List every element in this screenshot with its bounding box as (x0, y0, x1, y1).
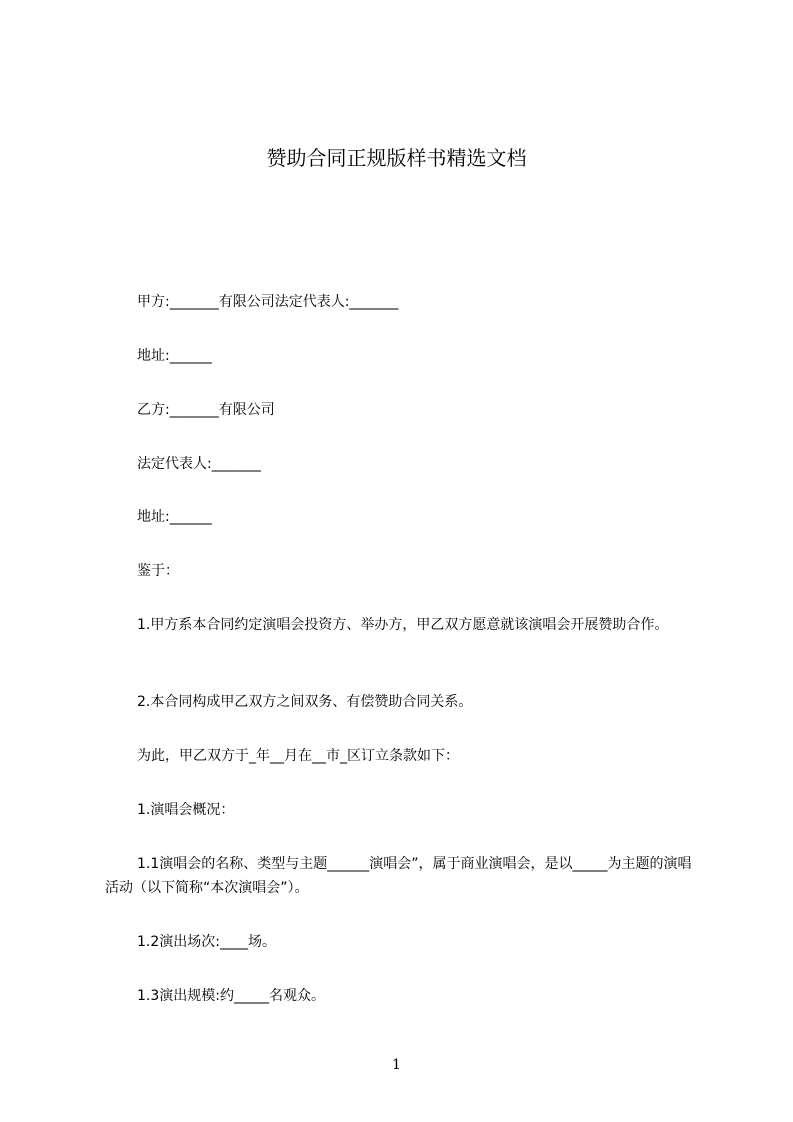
agreement-intro: 为此，甲乙双方于_年__月在__市_区订立条款如下： (137, 748, 459, 764)
party-a-line: 甲方:_______有限公司法定代表人:_______ (137, 294, 399, 310)
recital-1: 1.甲方系本合同约定演唱会投资方、举办方，甲乙双方愿意就该演唱会开展赞助合作。 (137, 617, 669, 633)
party-b-address: 地址:______ (137, 509, 212, 525)
recital-2: 2.本合同构成甲乙双方之间双务、有偿赞助合同关系。 (137, 694, 473, 710)
party-a-address: 地址:______ (137, 348, 212, 364)
document-title: 赞助合同正规版样书精选文档 (266, 146, 527, 170)
page-number: 1 (392, 1057, 401, 1073)
whereas-heading: 鉴于： (137, 563, 179, 579)
party-b-representative: 法定代表人:_______ (137, 456, 261, 472)
clause-1-2: 1.2演出场次:____场。 (137, 934, 276, 950)
party-b-line: 乙方:_______有限公司 (137, 402, 275, 418)
clause-1-3: 1.3演出规模:约_____名观众。 (137, 988, 325, 1004)
clause-1-1: 1.1演唱会的名称、类型与主题______演唱会”，属于商业演唱会，是以_____为主题的演唱活动（以下简称“本次演唱会”）。 (105, 856, 692, 896)
section-1-heading: 1.演唱会概况： (137, 802, 235, 818)
